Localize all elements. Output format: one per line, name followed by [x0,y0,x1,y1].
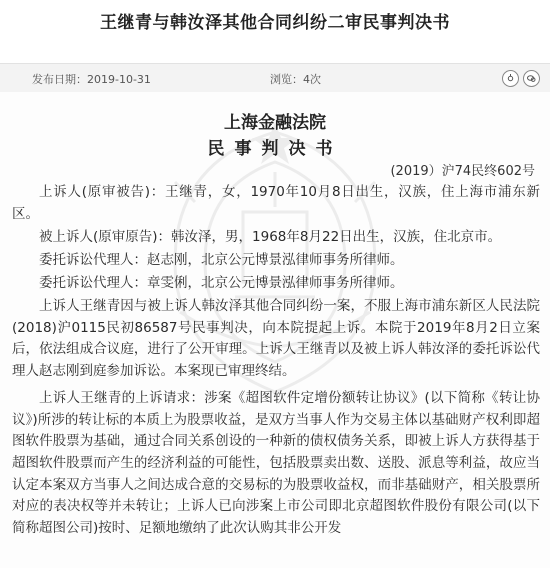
appeal-claims: 上诉人王继青的上诉请求：涉案《超图软件定增份额转让协议》(以下简称《转让协议》)所涉的转让标的本质上为股票收益，是双方当事人作为交易主体以基础财产权利即超图软件股票为基础，通过合同关系创设的一种新的债权债务关系，即被上诉人方获得基于超图软件股票而产生的经济利益的可能性，包括股票卖出数、送股、派息等利益，故应当认定本案双方当事人之间达成合意的交易标的为股票收益权，而非基础财产，相关股票所对应的表决权等并未转让；上诉人已向涉案上市公司即北京超图软件股份有限公司(以下简称超图公司)按时、足额地缴纳了此次认购其非公开发 [12,389,540,537]
view-count: 浏览：4次 [270,73,321,86]
share-tools [502,70,540,87]
document-type: 民事判决书 [207,139,343,159]
share-icon[interactable] [502,70,519,87]
case-number: (2019）沪74民终602号 [390,164,535,179]
judgment-body [12,182,540,541]
case-background: 上诉人王继青因与被上诉人韩汝泽其他合同纠纷一案，不服上海市浦东新区人民法院(2018)沪0115民初86587号民事判决，向本院提起上诉。本院于2019年8月2日立案后，依法组成合议庭，进行了公开审理。上诉人王继青以及被上诉人韩汝泽的委托诉讼代理人赵志刚到庭参加诉讼。本案现已审理终结。 [12,298,540,380]
wechat-icon[interactable] [523,70,540,87]
judgment-document [0,92,550,568]
agent-2: 委托诉讼代理人：章雯俐，北京公元博景泓律师事务所律师。 [39,274,404,291]
party-appellee: 被上诉人(原审原告)：韩汝泽，男，1968年8月22日出生，汉族，住北京市。 [39,228,502,245]
party-appellant: 上诉人(原审被告)：王继青，女，1970年10月8日出生，汉族，住上海市浦东新区。 [12,184,540,222]
court-name: 上海金融法院 [224,113,326,133]
page-title: 王继青与韩汝泽其他合同纠纷二审民事判决书 [100,13,450,33]
page-header [0,0,550,58]
agent-1: 委托诉讼代理人：赵志刚，北京公元博景泓律师事务所律师。 [39,251,404,268]
meta-bar [0,63,550,93]
publish-date: 发布日期：2019-10-31 [32,73,151,86]
